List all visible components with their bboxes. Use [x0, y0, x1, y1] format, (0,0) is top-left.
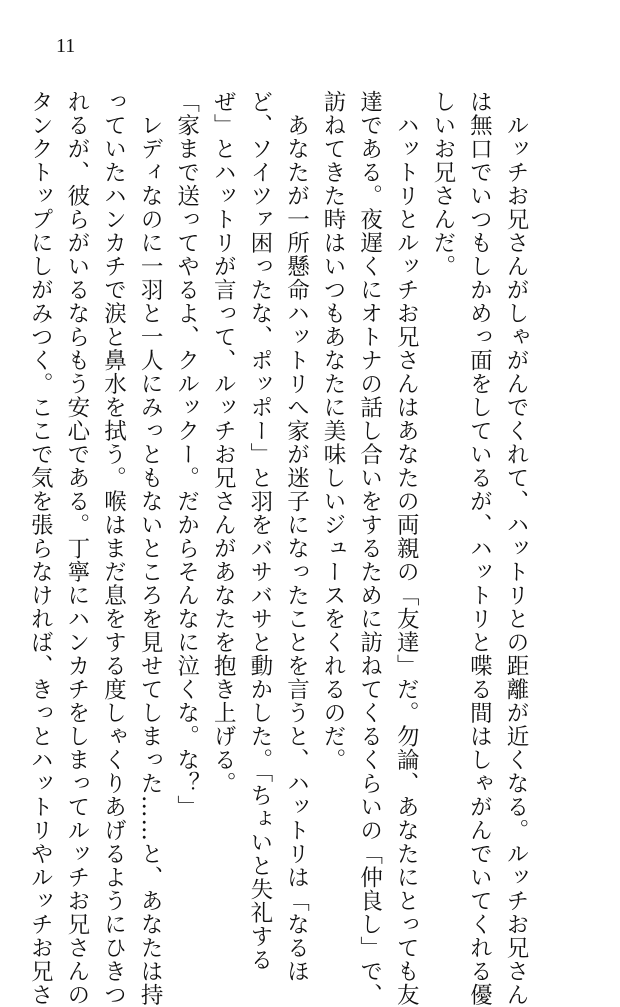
text-line: ルッチお兄さんがしゃがんでくれて、ハットリとの距離が近くなる。ルッチお兄さん — [503, 90, 529, 1007]
text-line: しいお兄さんだ。 — [429, 90, 456, 278]
text-line: れるが、彼らがいるならもう安心である。丁寧にハンカチをしまってルッチお兄さんの — [63, 90, 90, 1007]
text-line: ど、ソイツァ困ったな、ポッポー」と羽をバサバサと動かした。「ちょいと失礼する — [246, 90, 273, 972]
text-line: は無口でいつもしかめっ面をしているが、ハットリと喋る間はしゃがんでいてくれる優 — [466, 90, 493, 1007]
page-number: 11 — [56, 35, 76, 57]
vertical-text-block — [22, 90, 534, 1007]
text-line: レディなのに一羽と一人にみっともないところを見せてしまった……と、あなたは持 — [137, 90, 164, 1007]
text-line: ハットリとルッチお兄さんはあなたの両親の「友達」だ。勿論、あなたにとっても友 — [393, 90, 420, 1007]
text-line: ぜ」とハットリが言って、ルッチお兄さんがあなたを抱き上げる。 — [210, 90, 237, 795]
text-line: 達である。夜遅くにオトナの話し合いをするために訪ねてくるくらいの「仲良し」で、 — [356, 90, 383, 1007]
text-line: っていたハンカチで涙と鼻水を拭う。喉はまだ息をする度しゃくりあげるようにひきつ — [100, 90, 127, 1007]
text-line: 訪ねてきた時はいつもあなたに美味しいジュースをくれるのだ。 — [320, 90, 347, 772]
text-line: タンクトップにしがみつく。ここで気を張らなければ、きっとハットリやルッチお兄さ — [27, 90, 54, 1007]
text-line: 「家まで送ってやるよ、クルックー。だからそんなに泣くな。な？」 — [173, 90, 200, 819]
text-line: あなたが一所懸命ハットリへ家が迷子になったことを言うと、ハットリは「なるほ — [283, 90, 310, 983]
